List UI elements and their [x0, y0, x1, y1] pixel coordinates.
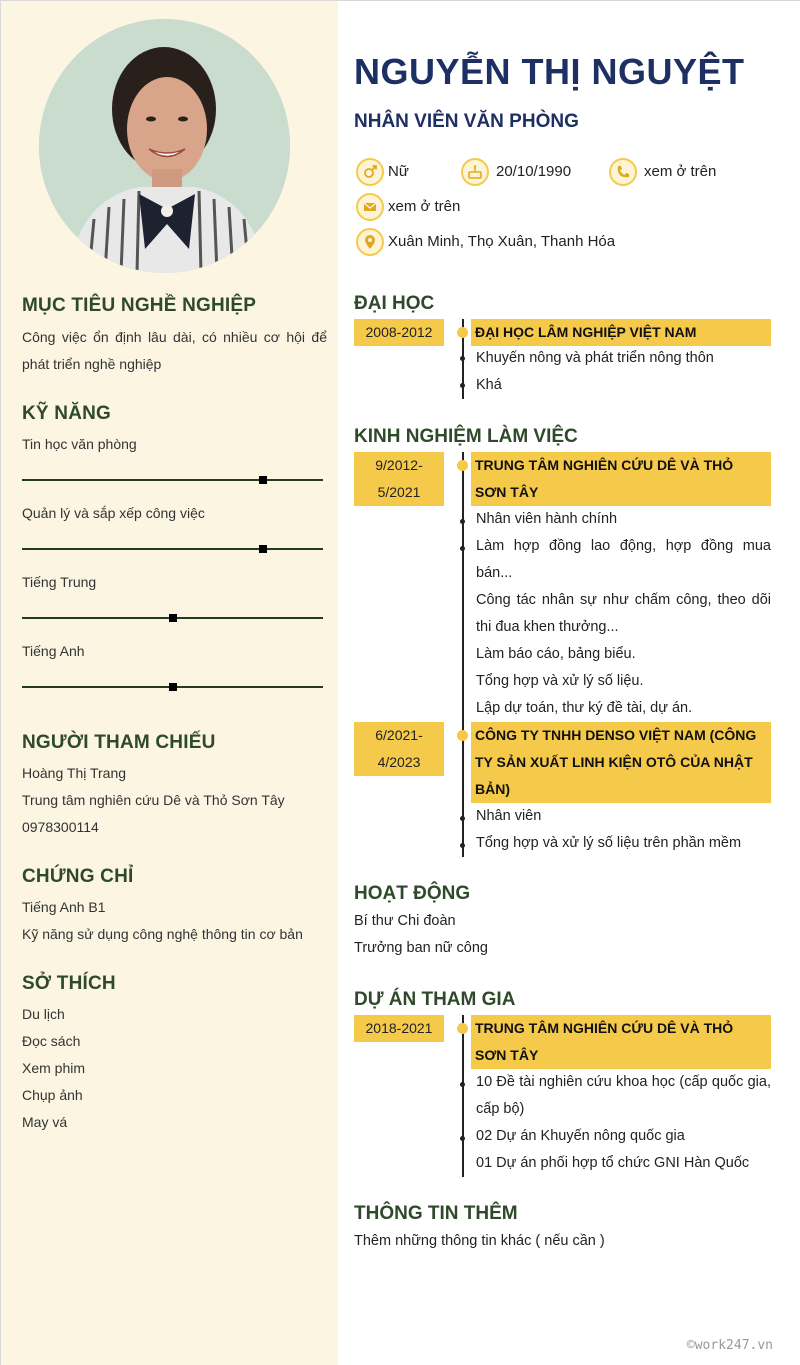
- skill-label: Quản lý và sắp xếp công việc: [22, 505, 205, 521]
- timeline-dot: [460, 816, 465, 821]
- education-school: ĐẠI HỌC LÂM NGHIỆP VIỆT NAM: [471, 319, 771, 346]
- education-date: 2008-2012: [354, 319, 444, 346]
- education-major: Khuyến nông và phát triển nông thôn: [476, 350, 714, 366]
- job-detail: Tổng hợp và xử lý số liệu.: [476, 673, 644, 689]
- email-icon: [356, 193, 384, 221]
- sidebar: [1, 1, 338, 1365]
- skills-title: KỸ NĂNG: [22, 403, 112, 424]
- job-detail: Nhân viên hành chính: [476, 511, 618, 527]
- extra-title: THÔNG TIN THÊM: [354, 1203, 518, 1224]
- projects-title: DỰ ÁN THAM GIA: [354, 989, 516, 1010]
- phone-value: xem ở trên: [644, 163, 717, 180]
- timeline-dot: [457, 1023, 468, 1034]
- email-value: xem ở trên: [388, 198, 461, 215]
- timeline-line: [462, 452, 464, 857]
- skill-bar: [22, 617, 323, 619]
- certificates-title: CHỨNG CHỈ: [22, 866, 134, 887]
- job-detail: Tổng hợp và xử lý số liệu trên phần mềm: [476, 835, 742, 851]
- job-detail: Làm hợp đồng lao động, hợp đồng mua bán...: [476, 538, 771, 581]
- activities-title: HOẠT ĐỘNG: [354, 883, 471, 904]
- timeline-dot: [460, 1136, 465, 1141]
- main-content: [338, 1, 800, 1365]
- objective-text: Công việc ổn định lâu dài, có nhiều cơ hội để phát triển nghề nghiệp: [22, 329, 327, 372]
- reference-phone: 0978300114: [22, 819, 99, 835]
- birthday-value: 20/10/1990: [496, 163, 572, 180]
- activity-item: Bí thư Chi đoàn: [354, 913, 456, 929]
- education-title: ĐẠI HỌC: [354, 293, 435, 314]
- certificate-item: Tiếng Anh B1: [22, 899, 106, 915]
- gender-value: Nữ: [388, 163, 409, 180]
- experience-title: KINH NGHIỆM LÀM VIỆC: [354, 426, 578, 447]
- address-value: Xuân Minh, Thọ Xuân, Thanh Hóa: [388, 233, 616, 250]
- hobby-item: Xem phim: [22, 1060, 86, 1076]
- hobbies-title: SỞ THÍCH: [22, 973, 116, 994]
- timeline-dot: [460, 1082, 465, 1087]
- skill-level-marker: [259, 476, 267, 484]
- gender-icon: [356, 158, 384, 186]
- skill-level-marker: [259, 545, 267, 553]
- skill-bar: [22, 686, 323, 688]
- timeline-dot: [460, 383, 465, 388]
- timeline-dot: [457, 460, 468, 471]
- location-icon: [356, 228, 384, 256]
- avatar: [39, 19, 290, 273]
- extra-text: Thêm những thông tin khác ( nếu cần ): [354, 1233, 605, 1249]
- timeline-dot: [460, 843, 465, 848]
- hobby-item: Du lịch: [22, 1006, 65, 1022]
- project-date: 2018-2021: [354, 1015, 444, 1042]
- hobby-item: Đọc sách: [22, 1033, 81, 1049]
- activity-item: Trưởng ban nữ công: [354, 940, 488, 956]
- skill-bar: [22, 548, 323, 550]
- timeline-dot: [457, 730, 468, 741]
- certificate-item: Kỹ năng sử dụng công nghệ thông tin cơ bản: [22, 926, 303, 942]
- job-detail: Nhân viên: [476, 808, 542, 824]
- project-detail: 10 Đề tài nghiên cứu khoa học (cấp quốc gia, cấp bộ): [476, 1074, 771, 1117]
- phone-icon: [609, 158, 637, 186]
- skill-level-marker: [169, 683, 177, 691]
- skill-bar: [22, 479, 323, 481]
- education-grade: Khá: [476, 377, 502, 393]
- skill-level-marker: [169, 614, 177, 622]
- job-date: 9/2012- 5/2021: [354, 452, 444, 506]
- job-company: CÔNG TY TNHH DENSO VIỆT NAM (CÔNG TY SẢN XUẤT LINH KIỆN OTÔ CỦA NHẬT BẢN): [471, 722, 771, 803]
- references-title: NGƯỜI THAM CHIẾU: [22, 732, 216, 753]
- project-org: TRUNG TÂM NGHIÊN CỨU DÊ VÀ THỎ SƠN TÂY: [471, 1015, 771, 1069]
- objective-title: MỤC TIÊU NGHỀ NGHIỆP: [22, 295, 257, 316]
- project-detail: 01 Dự án phối hợp tổ chức GNI Hàn Quốc: [476, 1155, 750, 1171]
- job-date: 6/2021- 4/2023: [354, 722, 444, 776]
- job-company: TRUNG TÂM NGHIÊN CỨU DÊ VÀ THỎ SƠN TÂY: [471, 452, 771, 506]
- job-detail: Làm báo cáo, bảng biểu.: [476, 646, 636, 662]
- hobby-item: Chụp ảnh: [22, 1087, 83, 1103]
- timeline-dot: [460, 546, 465, 551]
- skill-label: Tiếng Anh: [22, 643, 85, 659]
- full-name: NGUYỄN THỊ NGUYỆT: [354, 51, 745, 92]
- watermark: ©work247.vn: [686, 1338, 773, 1353]
- timeline-dot: [460, 519, 465, 524]
- timeline-line: [462, 1015, 464, 1177]
- reference-org: Trung tâm nghiên cứu Dê và Thỏ Sơn Tây: [22, 792, 285, 808]
- hobby-item: May vá: [22, 1114, 68, 1130]
- job-detail: Công tác nhân sự như chấm công, theo dõi thi đua khen thưởng...: [476, 592, 771, 635]
- reference-name: Hoàng Thị Trang: [22, 765, 127, 781]
- job-title: NHÂN VIÊN VĂN PHÒNG: [354, 111, 579, 132]
- timeline-dot: [460, 356, 465, 361]
- skill-label: Tin học văn phòng: [22, 436, 137, 452]
- job-detail: Lập dự toán, thư ký đề tài, dự án.: [476, 700, 693, 716]
- birthday-cake-icon: [461, 158, 489, 186]
- timeline-dot: [457, 327, 468, 338]
- skill-label: Tiếng Trung: [22, 574, 97, 590]
- project-detail: 02 Dự án Khuyến nông quốc gia: [476, 1128, 685, 1144]
